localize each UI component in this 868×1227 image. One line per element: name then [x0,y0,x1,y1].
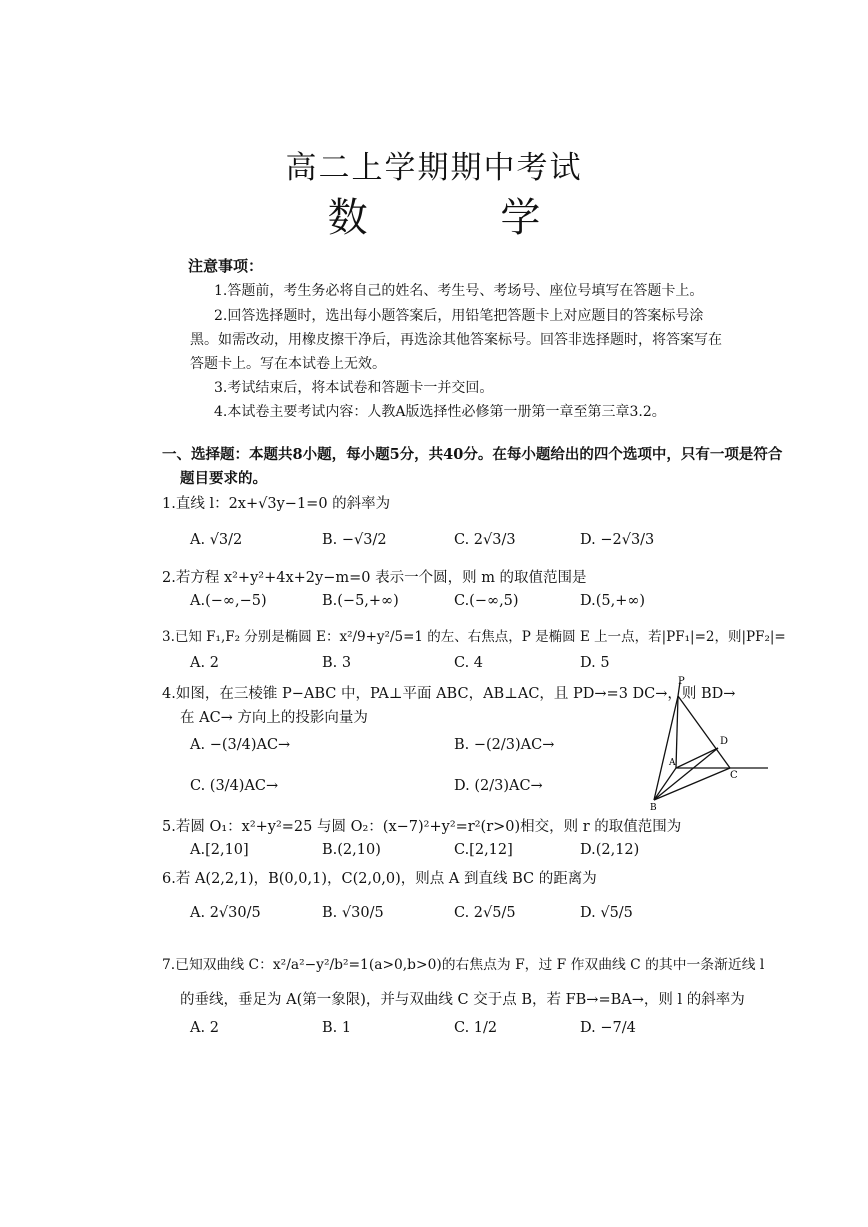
option-d: D. (2/3)AC→ [454,778,543,794]
option-d: D.(2,12) [580,842,640,858]
option-c: C.[2,12] [454,842,513,858]
notice-heading: 注意事项： [188,257,264,275]
option-a: A.(−∞,−5) [190,593,267,609]
notice-item: 2.回答选择题时，选出每小题答案后，用铅笔把答题卡上对应题目的答案标号涂 [214,308,704,324]
option-a: A. −(3/4)AC→ [190,737,291,753]
option-d: D. −7/4 [580,1020,636,1036]
figure-label-b: B [650,803,657,812]
option-c: C. 1/2 [454,1020,498,1036]
section-heading-cont: 题目要求的。 [180,470,267,487]
figure-label-c: C [730,770,738,781]
option-c: C. 2√5/5 [454,905,516,921]
option-d: D. −2√3/3 [580,532,655,548]
question-stem: 4.如图，在三棱锥 P−ABC 中，PA⊥平面 ABC，AB⊥AC，且 PD→=3 DC→，则 BD→ [162,686,736,702]
question-stem: 7.已知双曲线 C：x²/a²−y²/b²=1(a>0,b>0)的右焦点为 F，过 F 作双曲线 C 的其中一条渐近线 l [162,957,765,973]
option-b: B. −(2/3)AC→ [454,737,555,753]
option-b: B. −√3/2 [322,532,387,548]
option-c: C. 2√3/3 [454,532,516,548]
subject-title: 数 学 [327,195,601,241]
option-a: A. 2 [190,1020,219,1036]
option-a: A. 2 [190,655,219,671]
figure-label-a: A [669,758,676,768]
tetrahedron-figure [640,672,780,812]
section-heading: 一、选择题：本题共8小题，每小题5分，共40分。在每小题给出的四个选项中，只有一项是符合 [162,446,783,463]
question-stem-cont: 的垂线，垂足为 A(第一象限)，并与双曲线 C 交于点 B，若 FB→=BA→，则 l 的斜率为 [180,992,745,1008]
figure-label-d: D [720,736,729,747]
question-stem: 2.若方程 x²+y²+4x+2y−m=0 表示一个圆，则 m 的取值范围是 [162,570,587,586]
page-title: 高二上学期期中考试 [285,150,583,186]
notice-item: 答题卡上。写在本试卷上无效。 [190,356,386,372]
notice-item: 黑。如需改动，用橡皮擦干净后，再选涂其他答案标号。回答非选择题时，将答案写在 [190,332,722,348]
question-stem: 5.若圆 O₁：x²+y²=25 与圆 O₂：(x−7)²+y²=r²(r>0)相交，则 r 的取值范围为 [162,819,682,835]
question-stem: 6.若 A(2,2,1)，B(0,0,1)，C(2,0,0)，则点 A 到直线 BC 的距离为 [162,871,597,887]
option-d: D. 5 [580,655,610,671]
option-a: A. √3/2 [190,532,243,548]
option-c: C. 4 [454,655,484,671]
option-b: B. √30/5 [322,905,384,921]
question-stem: 3.已知 F₁,F₂ 分别是椭圆 E：x²/9+y²/5=1 的左、右焦点，P 是椭圆 E 上一点，若|PF₁|=2，则|PF₂|= [162,629,786,645]
notice-item: 3.考试结束后，将本试卷和答题卡一并交回。 [214,380,494,396]
question-stem: 1.直线 l：2x+√3y−1=0 的斜率为 [162,496,391,512]
option-d: D. √5/5 [580,905,633,921]
notice-item: 4.本试卷主要考试内容：人教A版选择性必修第一册第一章至第三章3.2。 [214,404,666,420]
option-b: B.(−5,+∞) [322,593,399,609]
option-c: C. (3/4)AC→ [190,778,279,794]
option-d: D.(5,+∞) [580,593,646,609]
notice-item: 1.答题前，考生务必将自己的姓名、考生号、考场号、座位号填写在答题卡上。 [214,283,704,299]
option-a: A. 2√30/5 [190,905,261,921]
figure-label-p: P [678,676,685,687]
option-b: B. 3 [322,655,352,671]
option-c: C.(−∞,5) [454,593,519,609]
option-a: A.[2,10] [190,842,249,858]
question-stem-cont: 在 AC→ 方向上的投影向量为 [180,710,368,726]
option-b: B. 1 [322,1020,352,1036]
option-b: B.(2,10) [322,842,381,858]
